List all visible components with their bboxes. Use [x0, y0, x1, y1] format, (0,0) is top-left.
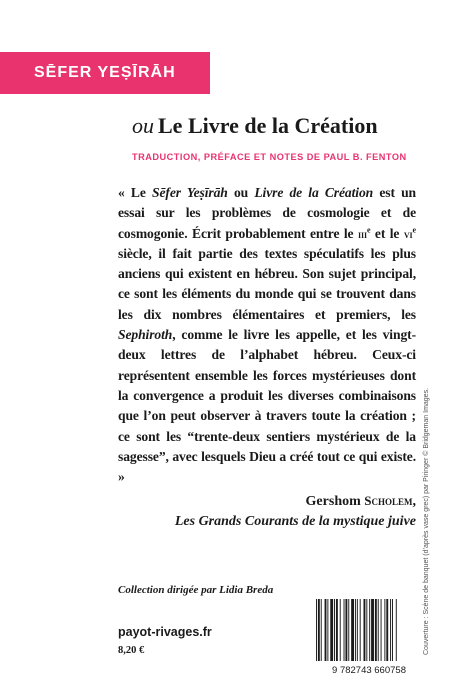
- cover-image-credit: Couverture : Scène de banquet (d’après vase grec) par Piringer © Bridgeman Images.: [423, 387, 430, 655]
- century-numeral: iii: [357, 226, 367, 241]
- quote-text: , comme le livre les appelle, et les vingt-deux lettres de l’alphabet hébreu. Ceux-ci représentent ensemble les forces mystérieuses dont la convergence a produit les diverses combinaisons que l’on peut observer à travers toute la création ; ce sont les “trente-deux sentiers mystérieux de la sagesse”, avec lesquels Dieu a créé tout ce qui existe. »: [118, 327, 416, 485]
- author-comma: ,: [412, 494, 416, 509]
- barcode-bar: [364, 599, 366, 661]
- collection-editor: Collection dirigée par Lidia Breda: [118, 584, 274, 596]
- barcode-bar: [334, 599, 335, 661]
- isbn-number: 9 782743 660758: [332, 665, 406, 675]
- author-last-name: Scholem: [364, 493, 413, 508]
- barcode-bar: [327, 599, 328, 661]
- barcode-bars: [316, 599, 397, 661]
- barcode-bar: [386, 599, 388, 661]
- barcode-bar: [360, 599, 361, 661]
- barcode-bar: [390, 599, 391, 661]
- century-numeral: vi: [403, 226, 413, 241]
- barcode-bar: [340, 599, 341, 661]
- quote-paragraph: [118, 183, 416, 487]
- barcode-bar: [355, 599, 356, 661]
- author-first-name: Gershom: [305, 494, 365, 509]
- title-band: [0, 52, 210, 94]
- barcode-bar: [336, 599, 338, 661]
- book-subtitle: [132, 113, 378, 139]
- quote-text: et le: [370, 225, 404, 241]
- barcode-bar: [351, 599, 354, 661]
- barcode-bar: [348, 599, 349, 661]
- barcode-bar: [357, 599, 358, 661]
- book-title: SĒFER YEṢĪRĀH: [34, 64, 176, 81]
- barcode-bar: [316, 599, 317, 661]
- barcode-bar: [392, 599, 393, 661]
- quote-emphasis: Sephiroth: [118, 327, 173, 343]
- quote-text: siècle, il fait partie des textes spéculatifs les plus anciens qui existent en hébreu. Son sujet principal, ce sont les éléments du monde qui se trouvent dans les dix nombres élémentaires et premiers, les: [118, 245, 416, 322]
- barcode-bar: [369, 599, 370, 661]
- barcode-bar: [321, 599, 322, 661]
- century-suffix: e: [412, 225, 416, 235]
- quote-source-book: Les Grands Courants de la mystique juive: [174, 514, 416, 529]
- barcode-bar: [381, 599, 382, 661]
- quote-text: est un essai sur les problèmes de cosmologie et de cosmogonie. Écrit probablement entre le: [118, 185, 417, 241]
- barcode-bar: [384, 599, 385, 661]
- barcode-bar: [344, 599, 345, 661]
- barcode-bar: [325, 599, 327, 661]
- quote-text: ou: [227, 185, 255, 200]
- barcode-bar: [375, 599, 377, 661]
- quote-text: « Le: [118, 185, 152, 200]
- translation-credits: TRADUCTION, PRÉFACE ET NOTES DE PAUL B. FENTON: [132, 152, 407, 162]
- price: 8,20 €: [118, 645, 145, 656]
- century-suffix: e: [367, 225, 371, 235]
- barcode-bar: [330, 599, 333, 661]
- barcode-bar: [371, 599, 374, 661]
- publisher-website: payot-rivages.fr: [118, 625, 212, 639]
- quote-emphasis: Sēfer Yeṣīrāh: [152, 185, 228, 200]
- quote-emphasis: Livre de la Création: [254, 185, 374, 200]
- subtitle-main: Le Livre de la Création: [158, 113, 378, 138]
- barcode-bar: [396, 599, 397, 661]
- quote-author: [306, 493, 416, 510]
- isbn-barcode: [312, 597, 427, 675]
- barcode-bar: [345, 599, 347, 661]
- subtitle-ou: ou: [132, 113, 154, 138]
- barcode-bar: [366, 599, 367, 661]
- barcode-bar: [318, 599, 320, 661]
- barcode-bar: [378, 599, 379, 661]
